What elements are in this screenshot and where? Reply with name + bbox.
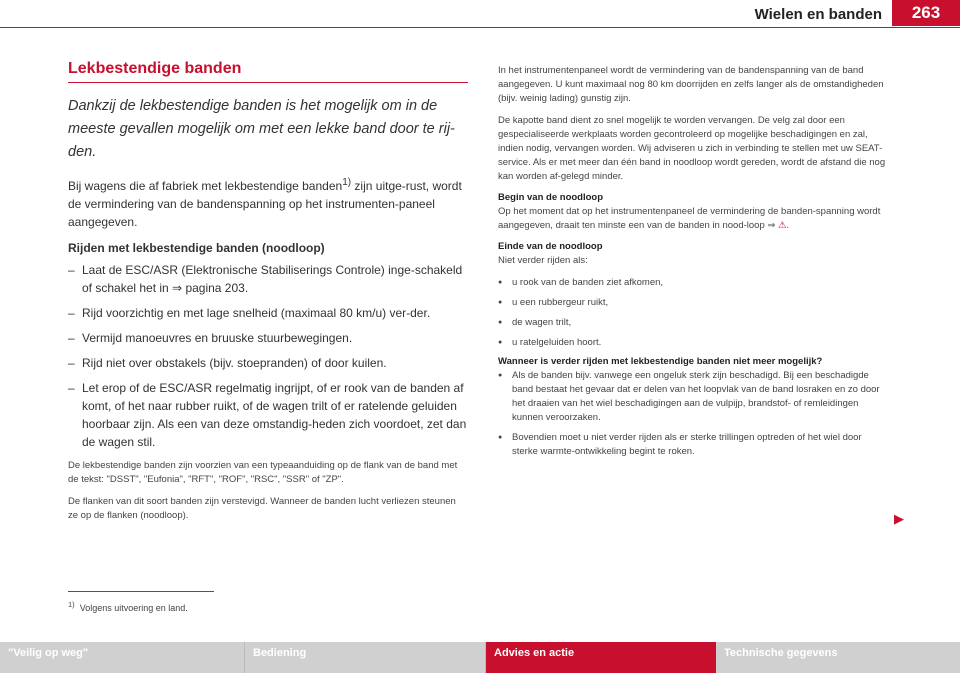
list-item: ● Bovendien moet u niet verder rijden als er sterke trillingen optreden of het wiel door sterke warmte-ontwikkeling begint te roken. [498, 431, 890, 459]
paragraph: Op het moment dat op het instrumentenpaneel de vermindering de banden-spanning wordt aangegeven, draait ten minste een van de banden in nood-loop ⇒ ⚠. [498, 206, 881, 231]
list-item: ● Als de banden bijv. vanwege een ongeluk sterk zijn beschadigd. Bij een beschadigde band bestaat het gevaar dat er delen van het loopvlak van de band losraken en zo door het draaien van het wiel beschadigingen aan de vulpijp, brandstof- of remleidingen kunnen veroorzaken. [498, 369, 890, 425]
instruction-list [68, 261, 468, 451]
heading-begin: Begin van de noodloop [498, 192, 604, 203]
footnote-text: Volgens uitvoering en land. [79, 603, 188, 613]
left-column [68, 60, 468, 531]
subheading: Rijden met lekbestendige banden (noodloop) [68, 241, 325, 255]
note-paragraph: De flanken van dit soort banden zijn verstevigd. Wanneer de banden lucht verliezen steunen ze op de flanken (noodloop). [68, 496, 456, 521]
tab-advies-en-actie[interactable]: Advies en actie [486, 642, 716, 673]
running-header: Wielen en banden [754, 6, 882, 23]
when-list [498, 369, 890, 459]
end-list [498, 276, 890, 350]
footnote-mark: 1) [68, 600, 75, 609]
body-text-a: Bij wagens die af fabriek met lekbestendige banden [68, 179, 343, 193]
intro-text: Dankzij de lekbestendige banden is het mogelijk om in de meeste gevallen mogelijk om met een lekke band door te rij-den. [68, 98, 455, 160]
footnote-rule [68, 591, 214, 592]
list-item: ● de wagen trilt, [498, 316, 890, 330]
section-rule [68, 82, 468, 83]
body-text-b: zijn uitge-rust, wordt de vermindering van de bandenspanning op het instrumenten-paneel aangegeven. [68, 179, 462, 229]
tab-technische-gegevens[interactable]: Technische gegevens [724, 647, 838, 659]
heading-when: Wanneer is verder rijden met lekbestendige banden niet meer mogelijk? [498, 356, 823, 367]
list-item: – Let erop of de ESC/ASR regelmatig ingrijpt, of er rook van de banden af komt, of het naar rubber ruikt, of de wagen trilt of er ratelende geluiden hoorbaar zijn. Als een van deze omstandig-heden zich voordoet, zet dan de wagen stil. [68, 379, 468, 451]
begin-text: Op het moment dat op het instrumentenpaneel de vermindering de banden-spanning wordt aangegeven, draait ten minste een van de banden in nood-loop ⇒ [498, 206, 881, 231]
list-item: – Rijd niet over obstakels (bijv. stoepranden) of door kuilen. [68, 354, 468, 372]
list-item: – Rijd voorzichtig en met lage snelheid (maximaal 80 km/u) ver-der. [68, 304, 468, 322]
list-item: – Laat de ESC/ASR (Elektronische Stabiliserings Controle) inge-schakeld of schakel het in ⇒ pagina 203. [68, 261, 468, 297]
list-item: ● u ratelgeluiden hoort. [498, 336, 890, 350]
tab-bediening[interactable]: Bediening [253, 647, 307, 659]
note-paragraph: De lekbestendige banden zijn voorzien van een typeaanduiding op de flank van de band met de tekst: "DSST", "Eufonia", "RFT", "ROF", "RSC", "SSR" of "ZP". [68, 460, 458, 485]
footnote [68, 600, 188, 613]
tab-veilig-op-weg[interactable]: "Veilig op weg" [8, 647, 89, 659]
paragraph: De kapotte band dient zo snel mogelijk te worden vervangen. De velg zal door een gespecialiseerde werkplaats worden gecontroleerd op mogelijke beschadigingen en zal, indien nodig, vervangen worden. Wij adviseren u zich in verbinding te stellen met uw SEAT-service. Als er met meer dan één band in noodloop wordt gereden, wordt de afstand die nog kan worden af-gelegd minder. [498, 115, 886, 182]
section-title: Lekbestendige banden [68, 60, 242, 77]
next-page-arrow-icon[interactable]: ▶ [894, 511, 904, 526]
page-number: 263 [892, 0, 960, 26]
paragraph: In het instrumentenpaneel wordt de vermindering van de bandenspanning van de band aangegeven. U kunt maximaal nog 80 km doorrijden en zelfs langer als de omstandigheden (bijv. weinig lading) gunstig zijn. [498, 65, 884, 104]
right-column [498, 64, 890, 465]
list-item: – Vermijd manoeuvres en bruuske stuurbewegingen. [68, 329, 468, 347]
paragraph: Niet verder rijden als: [498, 255, 588, 266]
body-paragraph [68, 174, 468, 231]
warning-triangle-icon[interactable]: ⚠ [777, 220, 787, 231]
footer-nav [0, 642, 960, 673]
footnote-ref[interactable]: 1) [342, 177, 352, 188]
list-item: ● u rook van de banden ziet afkomen, [498, 276, 890, 290]
list-item: ● u een rubbergeur ruikt, [498, 296, 890, 310]
header-rule [0, 27, 960, 28]
heading-end: Einde van de noodloop [498, 241, 603, 252]
